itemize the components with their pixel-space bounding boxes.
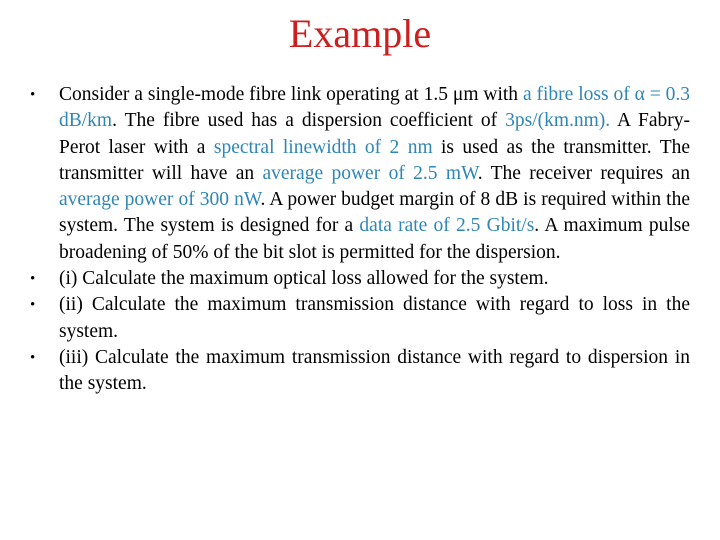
bullet-icon: • — [30, 297, 36, 314]
bullet-icon: • — [30, 349, 36, 366]
highlight-rx-power: average power of 300 nW — [59, 189, 261, 211]
question-text: (ii) Calculate the maximum transmission distance with regard to loss in the system. — [59, 294, 690, 342]
highlight-tx-power: average power of 2.5 mW — [262, 162, 478, 184]
text-segment: . A maximum pulse broadening of 50% of the bit slot is permitted for the dispersion. — [59, 215, 690, 263]
question-2 — [30, 292, 690, 345]
problem-statement — [30, 82, 690, 266]
text-segment: . A power budget margin of 8 dB is required within the system. The system is designed for a — [59, 189, 690, 237]
text-segment: Consider a single-mode fibre link operating at 1.5 μm with — [59, 84, 523, 105]
bullet-icon: • — [30, 87, 36, 103]
bullet-icon: • — [30, 271, 36, 288]
text-segment: . The fibre used has a dispersion coefficient of — [112, 110, 506, 132]
highlight-data-rate: data rate of 2.5 Gbit/s — [359, 215, 535, 237]
question-3 — [30, 345, 690, 398]
highlight-linewidth: spectral linewidth of 2 nm — [213, 136, 433, 158]
slide-title: Example — [288, 11, 432, 56]
question-text: (i) Calculate the maximum optical loss allowed for the system. — [59, 268, 549, 290]
text-segment: is used as the transmitter. The transmitter will have an — [59, 136, 691, 184]
text-segment: A Fabry-Perot laser with a — [59, 110, 690, 158]
text-segment: . The receiver requires an — [477, 162, 691, 184]
bullet-list — [30, 82, 690, 398]
question-1 — [30, 266, 690, 292]
highlight-dispersion: 3ps/(km.nm). — [505, 110, 611, 132]
question-text: (iii) Calculate the maximum transmission distance with regard to dispersion in the system. — [59, 346, 690, 395]
highlight-fibre-loss: a fibre loss of α = 0.3 dB/km — [59, 84, 690, 132]
